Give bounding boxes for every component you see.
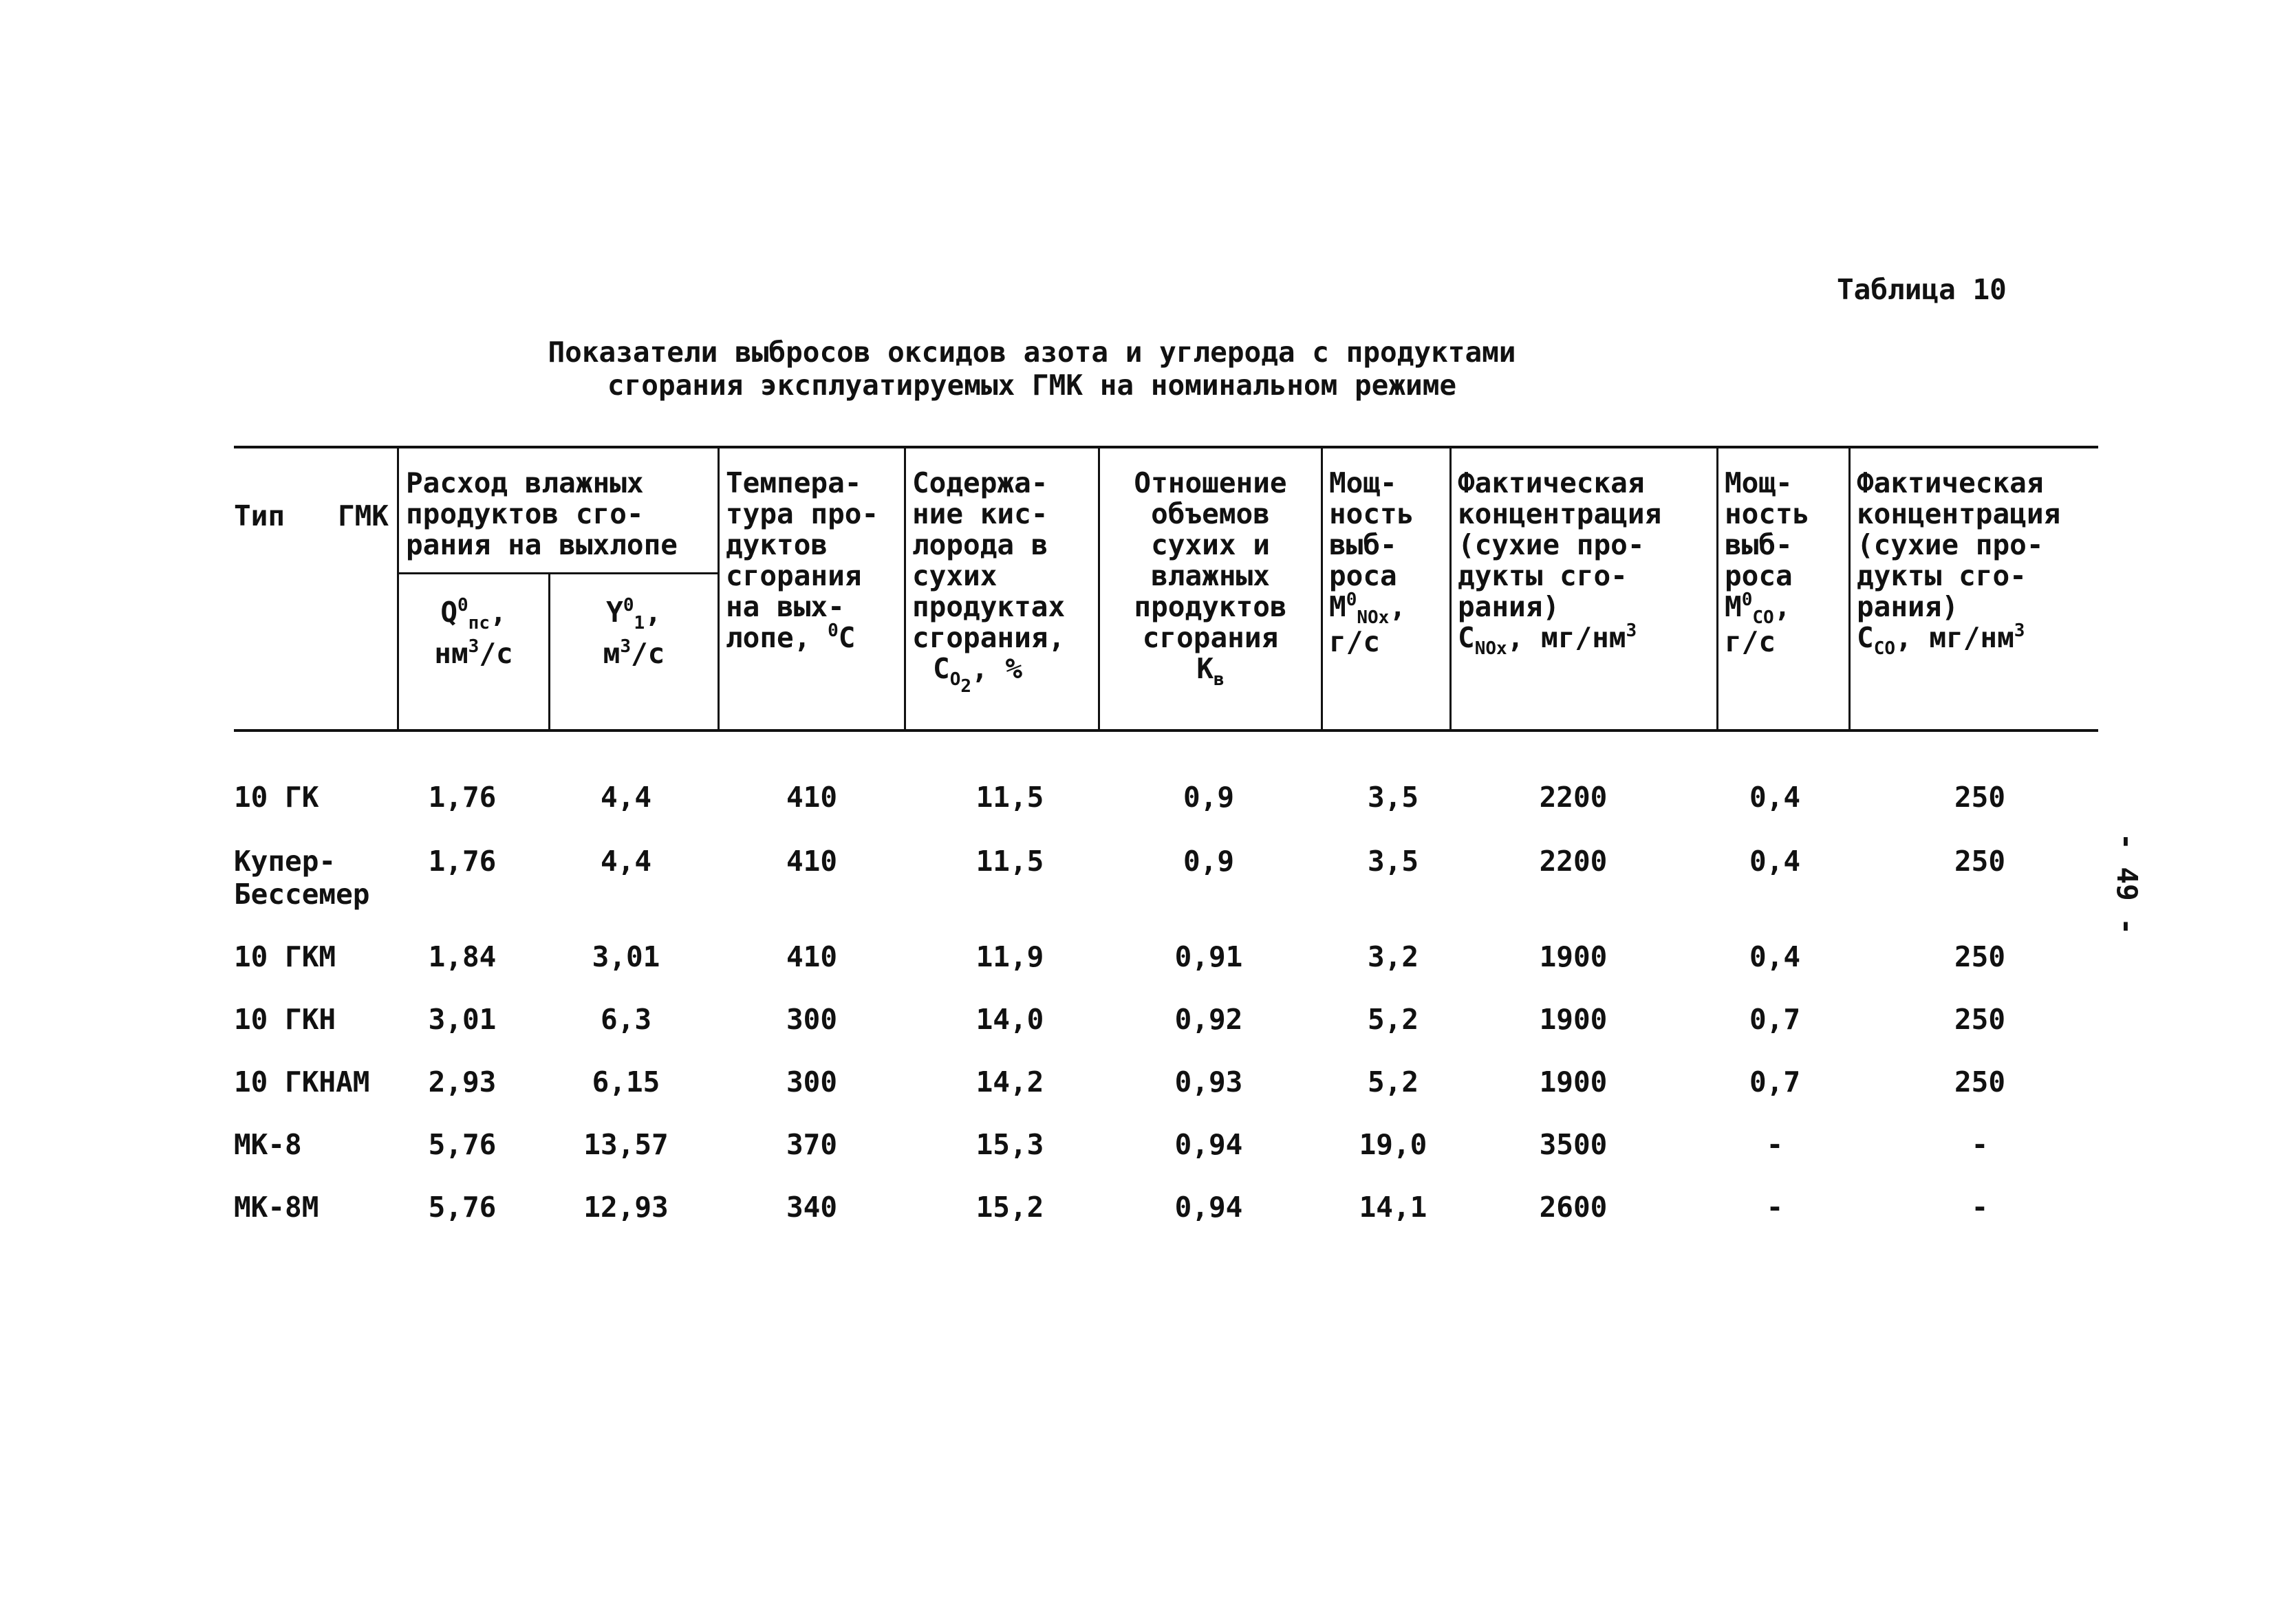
cell-oxygen: 15,2 bbox=[975, 1191, 1044, 1224]
table-top-rule bbox=[234, 446, 2098, 448]
nox-concentration-unit-power: 3 bbox=[1626, 620, 1637, 641]
cell-co-concentration: 250 bbox=[1954, 1065, 2006, 1098]
cell-ratio: 0,9 bbox=[1183, 781, 1235, 814]
cell-temperature: 340 bbox=[786, 1191, 838, 1224]
header-co-concentration bbox=[1857, 466, 2061, 659]
header-oxygen-line: сгорания, bbox=[912, 621, 1066, 654]
nox-power-symbol: М bbox=[1329, 590, 1346, 623]
y-superscript: 0 bbox=[623, 595, 634, 616]
column-divider bbox=[1449, 447, 1452, 731]
header-y bbox=[550, 592, 718, 674]
co-power-superscript: 0 bbox=[1741, 589, 1753, 610]
cell-y: 13,57 bbox=[583, 1128, 669, 1161]
header-co-concentration-line: (сухие про- bbox=[1857, 528, 2044, 561]
cell-nox-power: 14,1 bbox=[1359, 1191, 1427, 1224]
cell-ratio: 0,9 bbox=[1183, 845, 1235, 878]
cell-temperature: 300 bbox=[786, 1065, 838, 1098]
column-divider bbox=[904, 447, 906, 731]
cell-nox-concentration: 2200 bbox=[1539, 845, 1608, 878]
nox-concentration-subscript: NOx bbox=[1474, 638, 1507, 659]
column-divider bbox=[1848, 447, 1851, 731]
header-type bbox=[234, 501, 389, 532]
q-unit: нм bbox=[434, 637, 468, 670]
header-temperature-line: Темпера- bbox=[726, 466, 862, 499]
header-oxygen-line: продуктах bbox=[912, 590, 1066, 623]
header-ratio-line: влажных bbox=[1151, 559, 1270, 592]
cell-y: 12,93 bbox=[583, 1191, 669, 1224]
cell-type-line: Купер- bbox=[234, 845, 336, 878]
cell-co-concentration: 250 bbox=[1954, 845, 2006, 878]
cell-oxygen: 14,0 bbox=[975, 1003, 1044, 1036]
y-unit: м bbox=[603, 637, 621, 670]
header-co-concentration-line: рания) bbox=[1857, 590, 1959, 623]
flow-subheader-rule bbox=[397, 572, 718, 574]
cell-co-power: - bbox=[1766, 1128, 1784, 1161]
page-number: - 49 - bbox=[2111, 832, 2144, 935]
cell-nox-concentration: 1900 bbox=[1539, 1065, 1608, 1098]
co-concentration-symbol: С bbox=[1857, 621, 1874, 654]
oxygen-symbol: С bbox=[933, 652, 950, 685]
co-power-separator: , bbox=[1773, 590, 1791, 623]
header-temperature-line: на вых- bbox=[726, 590, 845, 623]
nox-power-unit: г/с bbox=[1329, 625, 1381, 658]
cell-nox-power: 3,5 bbox=[1367, 781, 1419, 814]
column-divider bbox=[718, 447, 720, 731]
oxygen-subscript-index: 2 bbox=[960, 676, 971, 697]
co-concentration-unit-power: 3 bbox=[2014, 620, 2025, 641]
cell-co-power: - bbox=[1766, 1191, 1784, 1224]
header-oxygen-line: лорода в bbox=[912, 528, 1048, 561]
cell-co-power: 0,4 bbox=[1749, 781, 1801, 814]
header-temperature-line: дуктов bbox=[726, 528, 828, 561]
header-co-power-line: выб- bbox=[1725, 528, 1793, 561]
cell-co-concentration: - bbox=[1971, 1191, 1989, 1224]
q-separator: , bbox=[489, 596, 507, 629]
cell-oxygen: 11,9 bbox=[975, 940, 1044, 973]
header-co-concentration-line: дукты сго- bbox=[1857, 559, 2027, 592]
header-temperature-line: тура про- bbox=[726, 497, 879, 530]
cell-q: 1,76 bbox=[428, 781, 497, 814]
q-unit-power: 3 bbox=[468, 636, 479, 657]
nox-concentration-unit: , мг/нм bbox=[1507, 621, 1626, 654]
cell-ratio: 0,91 bbox=[1174, 940, 1243, 973]
y-unit-power: 3 bbox=[620, 636, 631, 657]
q-superscript: 0 bbox=[457, 595, 468, 616]
header-flow-line: рания на выхлопе bbox=[406, 528, 678, 561]
header-ratio-line: объемов bbox=[1151, 497, 1270, 530]
nox-power-superscript: 0 bbox=[1346, 589, 1357, 610]
cell-nox-power: 5,2 bbox=[1367, 1003, 1419, 1036]
cell-co-concentration: 250 bbox=[1954, 1003, 2006, 1036]
cell-nox-concentration: 1900 bbox=[1539, 940, 1608, 973]
q-unit-tail: /с bbox=[479, 637, 513, 670]
header-nox-power-line: ность bbox=[1329, 497, 1414, 530]
header-oxygen-line: Содержа- bbox=[912, 466, 1048, 499]
cell-oxygen: 14,2 bbox=[975, 1065, 1044, 1098]
header-nox-power bbox=[1329, 468, 1414, 658]
cell-ratio: 0,94 bbox=[1174, 1191, 1243, 1224]
header-nox-concentration-line: рания) bbox=[1458, 590, 1560, 623]
header-nox-power-line: роса bbox=[1329, 559, 1397, 592]
cell-y: 4,4 bbox=[600, 781, 652, 814]
header-oxygen-line: сухих bbox=[912, 559, 998, 592]
header-temperature-line: сгорания bbox=[726, 559, 862, 592]
ratio-symbol: К bbox=[1196, 652, 1214, 685]
cell-co-power: 0,4 bbox=[1749, 845, 1801, 878]
header-type-word-1: Тип bbox=[234, 499, 285, 532]
y-separator: , bbox=[645, 596, 662, 629]
header-nox-concentration-line: (сухие про- bbox=[1458, 528, 1645, 561]
cell-nox-power: 19,0 bbox=[1359, 1128, 1427, 1161]
column-divider bbox=[1321, 447, 1323, 731]
cell-nox-concentration: 2200 bbox=[1539, 781, 1608, 814]
y-symbol: Y bbox=[606, 596, 623, 629]
temperature-unit: С bbox=[838, 621, 856, 654]
cell-y: 6,3 bbox=[600, 1003, 652, 1036]
cell-co-power: 0,4 bbox=[1749, 940, 1801, 973]
cell-type: 10 ГК bbox=[234, 781, 319, 814]
cell-type: МК-8 bbox=[234, 1128, 302, 1161]
cell-temperature: 410 bbox=[786, 940, 838, 973]
cell-nox-concentration: 3500 bbox=[1539, 1128, 1608, 1161]
y-subscript: 1 bbox=[634, 613, 645, 634]
cell-temperature: 370 bbox=[786, 1128, 838, 1161]
header-temperature bbox=[726, 468, 878, 653]
header-co-power bbox=[1725, 468, 1809, 658]
cell-temperature: 300 bbox=[786, 1003, 838, 1036]
cell-co-concentration: 250 bbox=[1954, 781, 2006, 814]
header-nox-power-line: Мощ- bbox=[1329, 466, 1397, 499]
co-concentration-subscript: СО bbox=[1873, 638, 1895, 659]
header-nox-concentration-line: дукты сго- bbox=[1458, 559, 1628, 592]
co-power-subscript: СО bbox=[1752, 607, 1774, 628]
cell-type: 10 ГКН bbox=[234, 1003, 336, 1036]
cell-nox-power: 3,2 bbox=[1367, 940, 1419, 973]
cell-q: 5,76 bbox=[428, 1191, 497, 1224]
q-symbol: Q bbox=[440, 596, 458, 629]
header-ratio-line: сгорания bbox=[1142, 621, 1279, 654]
cell-type: 10 ГКМ bbox=[234, 940, 336, 973]
cell-nox-concentration: 2600 bbox=[1539, 1191, 1608, 1224]
nox-power-subscript: NOx bbox=[1357, 607, 1390, 628]
cell-q: 3,01 bbox=[428, 1003, 497, 1036]
cell-q: 5,76 bbox=[428, 1128, 497, 1161]
header-ratio-line: Отношение bbox=[1134, 466, 1287, 499]
header-nox-concentration-line: концентрация bbox=[1458, 497, 1662, 530]
co-power-unit: г/с bbox=[1725, 625, 1776, 658]
cell-co-power: 0,7 bbox=[1749, 1065, 1801, 1098]
header-co-concentration-line: концентрация bbox=[1857, 497, 2061, 530]
ratio-subscript: в bbox=[1214, 669, 1225, 690]
cell-y: 4,4 bbox=[600, 845, 652, 878]
header-bottom-rule bbox=[234, 729, 2098, 732]
header-oxygen bbox=[912, 466, 1066, 697]
co-power-symbol: М bbox=[1725, 590, 1742, 623]
nox-power-separator: , bbox=[1389, 590, 1406, 623]
header-co-power-line: Мощ- bbox=[1725, 466, 1793, 499]
header-type-word-2: ГМК bbox=[337, 499, 389, 532]
cell-oxygen: 15,3 bbox=[975, 1128, 1044, 1161]
cell-ratio: 0,92 bbox=[1174, 1003, 1243, 1036]
cell-type: МК-8М bbox=[234, 1191, 319, 1224]
cell-oxygen: 11,5 bbox=[975, 781, 1044, 814]
cell-y: 3,01 bbox=[592, 940, 660, 973]
header-q bbox=[399, 592, 548, 674]
header-co-power-line: ность bbox=[1725, 497, 1810, 530]
cell-co-concentration: 250 bbox=[1954, 940, 2006, 973]
cell-type-line: Бессемер bbox=[234, 878, 370, 911]
header-ratio-line: сухих и bbox=[1151, 528, 1270, 561]
y-unit-tail: /с bbox=[630, 637, 665, 670]
header-ratio bbox=[1100, 466, 1321, 690]
cell-co-power: 0,7 bbox=[1749, 1003, 1801, 1036]
cell-q: 2,93 bbox=[428, 1065, 497, 1098]
cell-oxygen: 11,5 bbox=[975, 845, 1044, 878]
header-co-concentration-line: Фактическая bbox=[1857, 466, 2044, 499]
header-ratio-line: продуктов bbox=[1134, 590, 1287, 623]
cell-q: 1,76 bbox=[428, 845, 497, 878]
nox-concentration-symbol: С bbox=[1458, 621, 1475, 654]
cell-y: 6,15 bbox=[592, 1065, 660, 1098]
header-temperature-line: лопе, bbox=[726, 621, 828, 654]
cell-co-concentration: - bbox=[1971, 1128, 1989, 1161]
column-divider bbox=[1716, 447, 1718, 731]
header-nox-concentration-line: Фактическая bbox=[1458, 466, 1645, 499]
cell-nox-power: 3,5 bbox=[1367, 845, 1419, 878]
column-divider bbox=[397, 447, 399, 731]
cell-temperature: 410 bbox=[786, 845, 838, 878]
header-flow bbox=[406, 468, 678, 561]
header-nox-concentration bbox=[1458, 466, 1662, 659]
header-co-power-line: роса bbox=[1725, 559, 1793, 592]
cell-nox-concentration: 1900 bbox=[1539, 1003, 1608, 1036]
cell-type: 10 ГКНАМ bbox=[234, 1065, 370, 1098]
header-flow-line: продуктов сго- bbox=[406, 497, 644, 530]
cell-type bbox=[234, 845, 369, 911]
oxygen-unit: , % bbox=[971, 652, 1023, 685]
degree-mark: 0 bbox=[828, 620, 839, 641]
cell-q: 1,84 bbox=[428, 940, 497, 973]
q-subscript: пс bbox=[468, 613, 490, 634]
table-title-line-1: Показатели выбросов оксидов азота и углерода с продуктами bbox=[548, 336, 1516, 369]
co-concentration-unit: , мг/нм bbox=[1895, 621, 2014, 654]
header-oxygen-line: ние кис- bbox=[912, 497, 1048, 530]
header-nox-power-line: выб- bbox=[1329, 528, 1397, 561]
cell-ratio: 0,94 bbox=[1174, 1128, 1243, 1161]
cell-temperature: 410 bbox=[786, 781, 838, 814]
cell-nox-power: 5,2 bbox=[1367, 1065, 1419, 1098]
cell-ratio: 0,93 bbox=[1174, 1065, 1243, 1098]
table-label: Таблица 10 bbox=[1837, 273, 2007, 306]
table-title-line-2: сгорания эксплуатируемых ГМК на номинальном режиме bbox=[607, 369, 1457, 402]
header-flow-line: Расход влажных bbox=[406, 466, 644, 499]
oxygen-subscript: О bbox=[949, 669, 961, 690]
